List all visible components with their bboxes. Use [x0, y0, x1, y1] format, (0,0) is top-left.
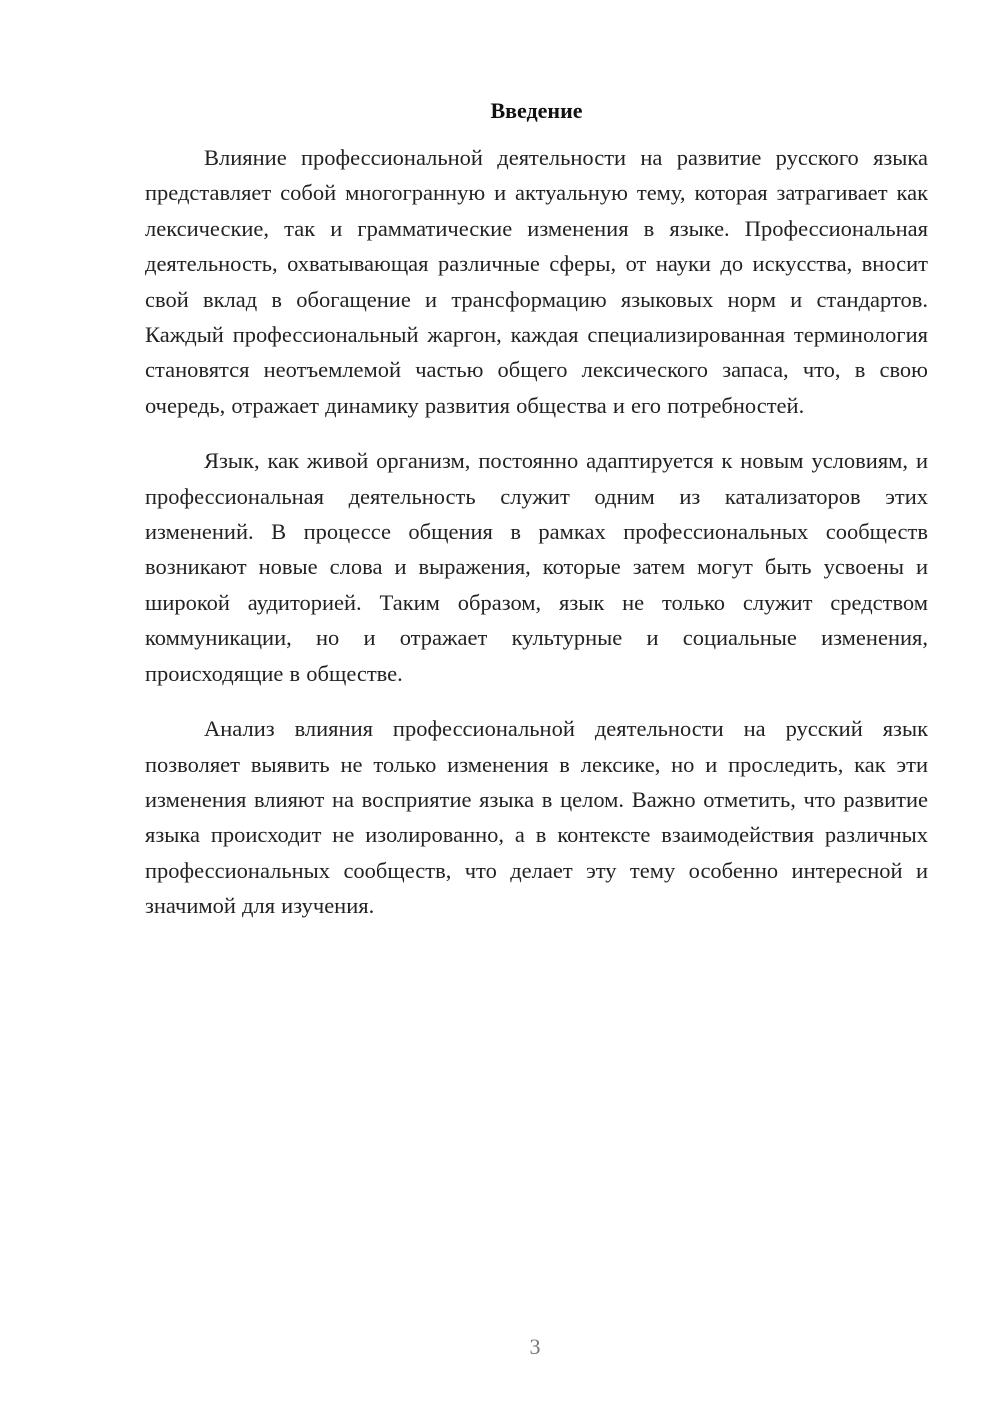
page-content [145, 96, 928, 944]
paragraph-1: Влияние профессиональной деятельности на развитие русского языка представляет собой многогранную и актуальную тему, которая затрагивает как лексические, так и грамматические изменения в языке. Профессиональная деятельность, охватывающая различные сферы, от науки до искусства, вносит свой вклад в обогащение и трансформацию языковых норм и стандартов. Каждый профессиональный жаргон, каждая специализированная терминология становятся неотъемлемой частью общего лексического запаса, что, в свою очередь, отражает динамику развития общества и его потребностей. [145, 145, 928, 418]
page-number: 3 [529, 1334, 541, 1359]
paragraph-3: Анализ влияния профессиональной деятельности на русский язык позволяет выявить не только изменения в лексике, но и проследить, как эти изменения влияют на восприятие языка в целом. Важно отметить, что развитие языка происходит не изолированно, а в контексте взаимодействия различных профессиональных сообществ, что делает эту тему особенно интересной и значимой для изучения. [145, 716, 928, 919]
section-heading: Введение [490, 98, 583, 123]
paragraph-2: Язык, как живой организм, постоянно адаптируется к новым условиям, и профессиональная деятельность служит одним из катализаторов этих изменений. В процессе общения в рамках профессиональных сообществ возникают новые слова и выражения, которые затем могут быть усвоены и широкой аудиторией. Таким образом, язык не только служит средством коммуникации, но и отражает культурные и социальные изменения, происходящие в обществе. [145, 448, 928, 686]
